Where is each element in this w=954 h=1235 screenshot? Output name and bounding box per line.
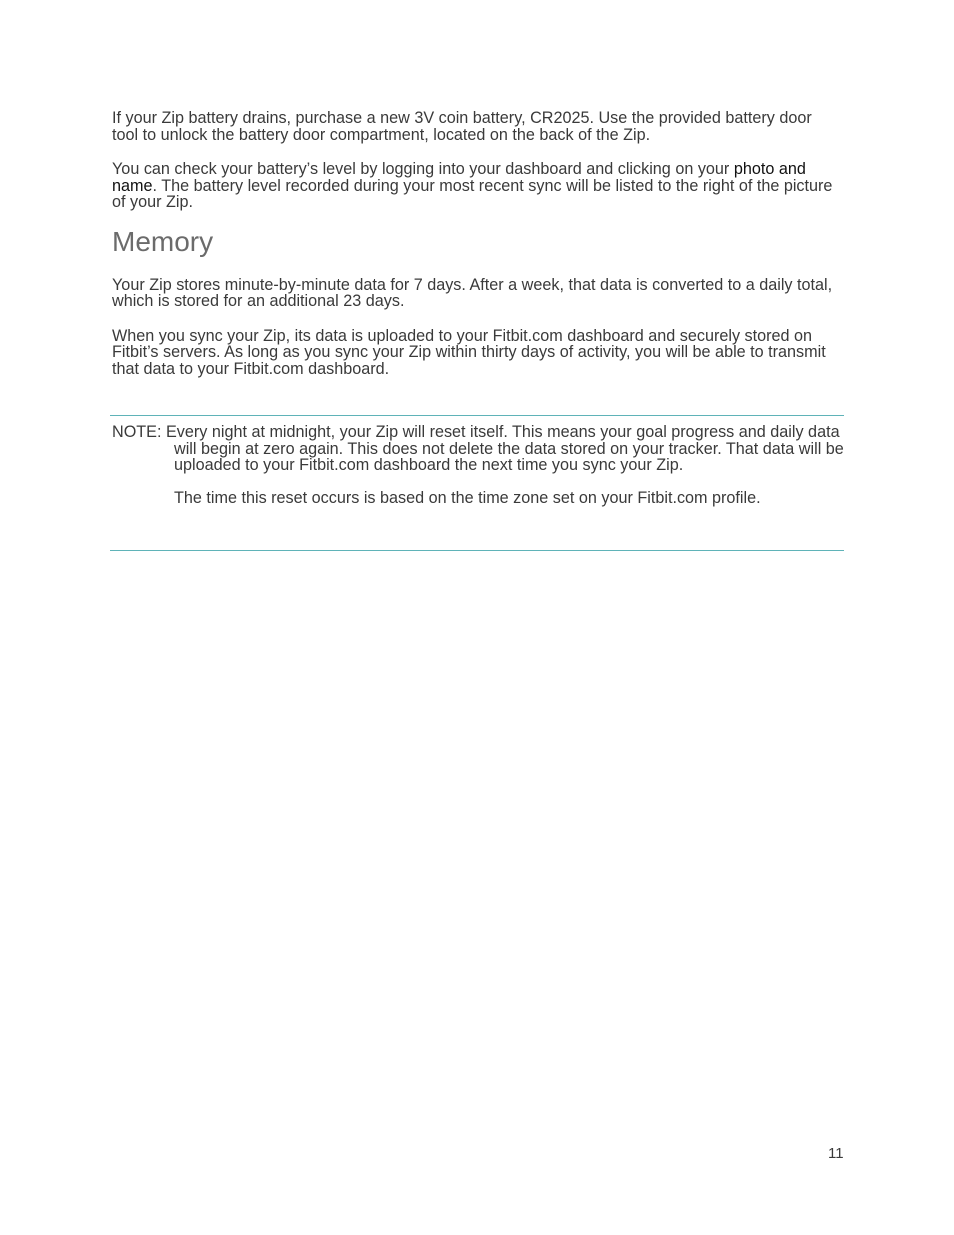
battery-drain-paragraph: If your Zip battery drains, purchase a new 3V coin battery, CR2025. Use the provided battery door tool to unlock the battery door compartment, located on the back of the Zip. (112, 109, 812, 144)
photo-and-name-link[interactable]: photo and name (112, 160, 806, 195)
page-number: 11 (828, 1145, 844, 1162)
note-second-paragraph: The time this reset occurs is based on the time zone set on your Fitbit.com profile. (174, 488, 761, 507)
page-body (112, 110, 842, 377)
note-body: Every night at midnight, your Zip will reset itself. This means your goal progress and daily data will begin at zero again. This does not delete the data stored on your tracker. That data will be uploaded to your Fitbit.com dashboard the next time you sync your Zip. (165, 423, 844, 474)
memory-storage-paragraph: Your Zip stores minute-by-minute data for 7 days. After a week, that data is converted to a daily total, which is stored for an additional 23 days. (112, 275, 833, 310)
note-paragraph (110, 424, 844, 474)
note-label: NOTE: (112, 423, 162, 441)
battery-check-text-start: You can check your battery’s level by logging into your dashboard and clicking on your (112, 160, 734, 178)
battery-check-text-end: . The battery level recorded during your most recent sync will be listed to the right of the picture of your Zip. (112, 176, 833, 211)
note-box (110, 415, 844, 551)
memory-sync-paragraph: When you sync your Zip, its data is uploaded to your Fitbit.com dashboard and securely stored on Fitbit’s servers. As long as you sync your Zip within thirty days of activity, you will be able to transmit that data to your Fitbit.com dashboard. (112, 326, 826, 378)
battery-check-paragraph (112, 161, 842, 211)
memory-heading: Memory (112, 225, 214, 257)
